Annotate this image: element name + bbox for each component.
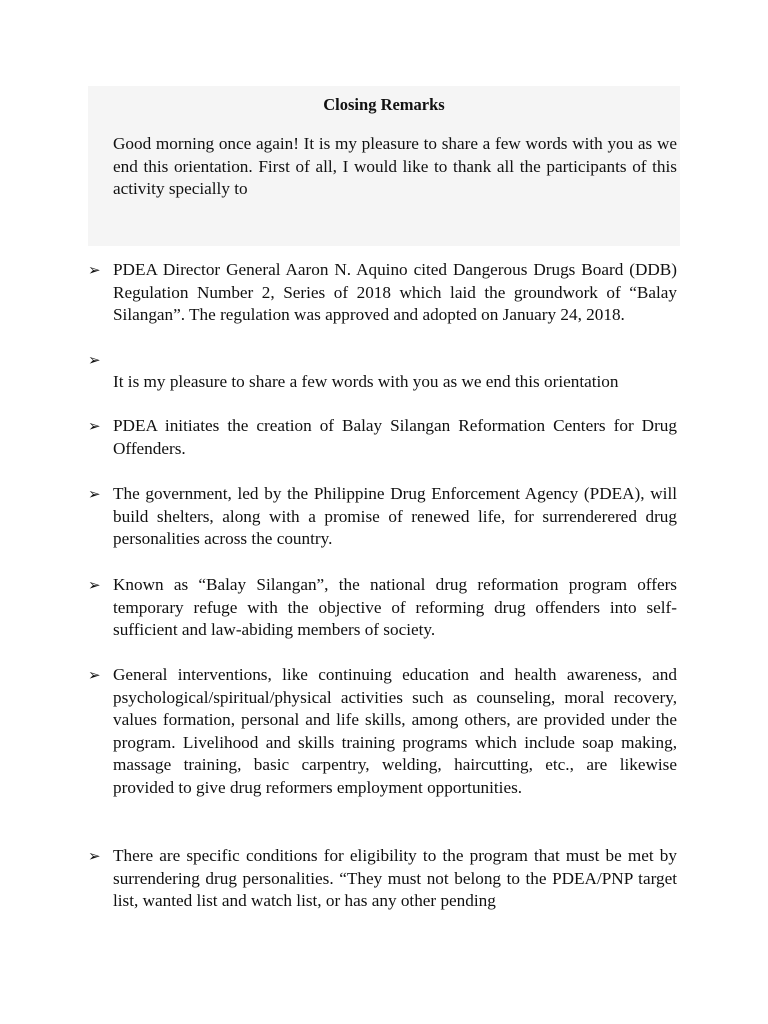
arrow-bullet-icon: ➢ bbox=[88, 417, 101, 435]
arrow-bullet-icon: ➢ bbox=[88, 485, 101, 503]
intro-paragraph: Good morning once again! It is my pleasure to share a few words with you as we end this orientation. First of all, I would like to thank all the participants of this activity specially to bbox=[113, 134, 677, 198]
document-title: Closing Remarks bbox=[323, 95, 445, 114]
bullet-text-7: There are specific conditions for eligibility to the program that must be met by surrendering drug personalities. “They must not belong to the PDEA/PNP target list, wanted list and watch list, or has any other pending bbox=[113, 846, 677, 910]
bullet-text-4: The government, led by the Philippine Drug Enforcement Agency (PDEA), will build shelters, along with a promise of renewed life, for surrenderered drug personalities across the country. bbox=[113, 484, 677, 548]
bullet-text-6: General interventions, like continuing education and health awareness, and psychological/spiritual/physical activities such as counseling, moral recovery, values formation, personal and life skills, among others, are provided under the program. Livelihood and skills training programs which include soap making, massage training, basic carpentry, welding, haircutting, etc., are likewise provided to give drug reformers employment opportunities. bbox=[113, 665, 677, 797]
arrow-bullet-icon: ➢ bbox=[88, 576, 101, 594]
bullet-text-1: PDEA Director General Aaron N. Aquino cited Dangerous Drugs Board (DDB) Regulation Number 2, Series of 2018 which laid the groundwork of “Balay Silangan”. The regulation was approved and adopted on January 24, 2018. bbox=[113, 260, 677, 324]
arrow-bullet-icon: ➢ bbox=[88, 847, 101, 865]
arrow-bullet-icon: ➢ bbox=[88, 261, 101, 279]
bullet-text-2-continuation: It is my pleasure to share a few words with you as we end this orientation bbox=[113, 372, 619, 391]
arrow-bullet-icon: ➢ bbox=[88, 351, 101, 369]
arrow-bullet-icon: ➢ bbox=[88, 666, 101, 684]
bullet-text-3: PDEA initiates the creation of Balay Silangan Reformation Centers for Drug Offenders. bbox=[113, 416, 677, 458]
bullet-text-5: Known as “Balay Silangan”, the national drug reformation program offers temporary refuge with the objective of reforming drug offenders into self-sufficient and law-abiding members of society. bbox=[113, 575, 677, 639]
